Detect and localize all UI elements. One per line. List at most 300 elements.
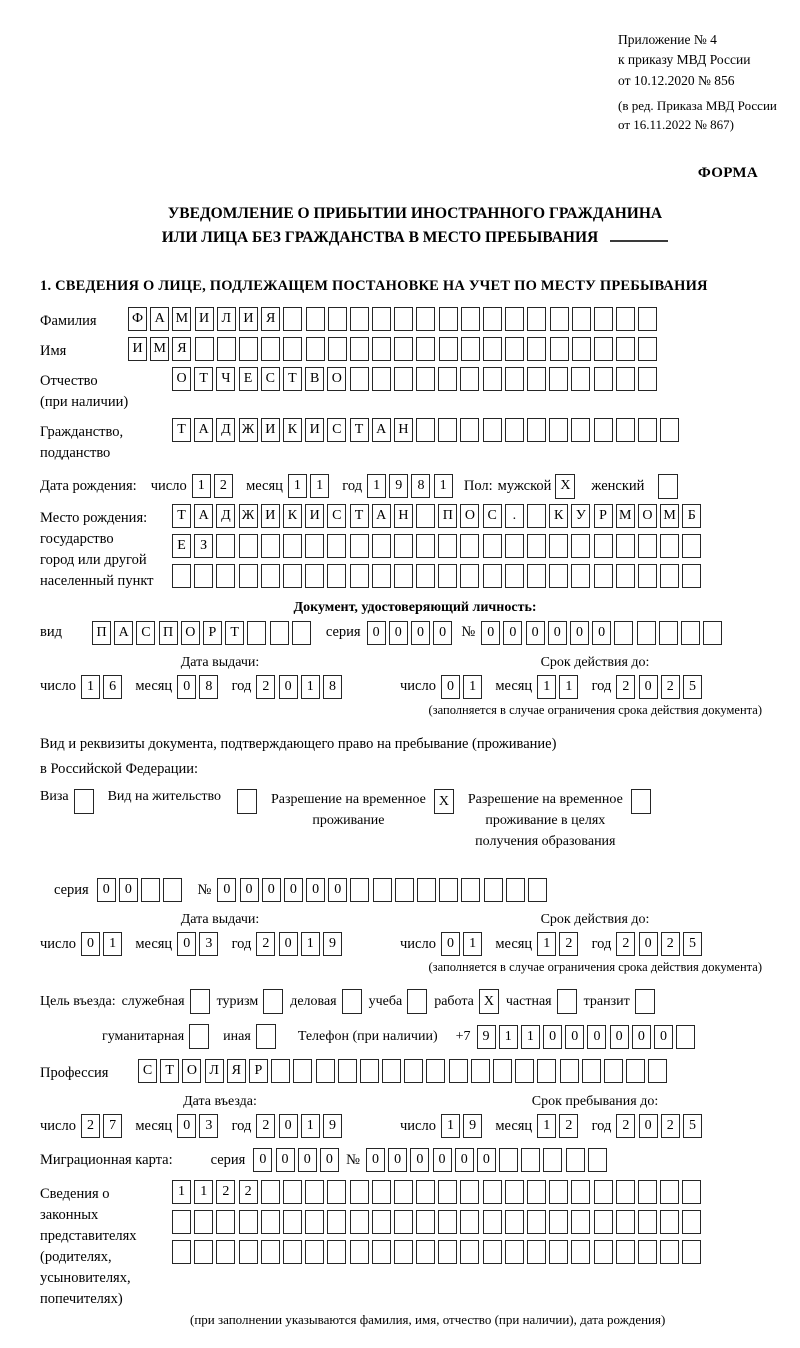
char-cell[interactable] <box>571 1210 590 1234</box>
char-cell[interactable]: 2 <box>256 675 275 699</box>
char-cell[interactable] <box>394 337 413 361</box>
char-cell[interactable] <box>416 504 435 528</box>
char-cell[interactable] <box>382 1059 401 1083</box>
char-cell[interactable]: А <box>194 418 213 442</box>
char-cell[interactable] <box>505 337 524 361</box>
char-cell[interactable]: В <box>305 367 324 391</box>
char-cell[interactable]: У <box>571 504 590 528</box>
char-cell[interactable] <box>327 534 346 558</box>
char-cell[interactable]: Т <box>160 1059 179 1083</box>
char-cell[interactable] <box>505 1210 524 1234</box>
char-cell[interactable] <box>372 1180 391 1204</box>
char-cell[interactable]: 1 <box>288 474 307 498</box>
char-cell[interactable]: 0 <box>565 1025 584 1049</box>
char-cell[interactable]: 8 <box>199 675 218 699</box>
char-cell[interactable]: 2 <box>256 932 275 956</box>
char-cell[interactable] <box>505 1240 524 1264</box>
char-cell[interactable]: 2 <box>616 932 635 956</box>
purpose-transit-checkbox[interactable] <box>635 989 655 1014</box>
char-cell[interactable] <box>572 337 591 361</box>
char-cell[interactable]: 0 <box>433 621 452 645</box>
char-cell[interactable]: 2 <box>256 1114 275 1138</box>
char-cell[interactable] <box>261 564 280 588</box>
char-cell[interactable] <box>626 1059 645 1083</box>
char-cell[interactable] <box>460 1180 479 1204</box>
char-cell[interactable]: 2 <box>559 932 578 956</box>
char-cell[interactable] <box>283 1240 302 1264</box>
char-cell[interactable] <box>703 621 722 645</box>
char-cell[interactable]: О <box>172 367 191 391</box>
char-cell[interactable]: А <box>372 504 391 528</box>
char-cell[interactable] <box>372 1210 391 1234</box>
char-cell[interactable] <box>594 564 613 588</box>
char-cell[interactable] <box>505 1180 524 1204</box>
char-cell[interactable]: 2 <box>239 1180 258 1204</box>
char-cell[interactable] <box>239 1240 258 1264</box>
char-cell[interactable] <box>460 534 479 558</box>
char-cell[interactable]: И <box>305 504 324 528</box>
char-cell[interactable] <box>506 878 525 902</box>
char-cell[interactable]: 3 <box>199 1114 218 1138</box>
char-cell[interactable] <box>638 1240 657 1264</box>
char-cell[interactable]: Р <box>594 504 613 528</box>
char-cell[interactable] <box>350 1180 369 1204</box>
char-cell[interactable] <box>483 1180 502 1204</box>
char-cell[interactable]: 1 <box>537 1114 556 1138</box>
char-cell[interactable] <box>527 504 546 528</box>
char-cell[interactable]: Н <box>394 504 413 528</box>
char-cell[interactable] <box>505 367 524 391</box>
char-cell[interactable] <box>543 1148 562 1172</box>
char-cell[interactable] <box>616 337 635 361</box>
char-cell[interactable] <box>582 1059 601 1083</box>
char-cell[interactable]: 0 <box>592 621 611 645</box>
char-cell[interactable]: Д <box>216 504 235 528</box>
char-cell[interactable] <box>594 534 613 558</box>
char-cell[interactable]: С <box>261 367 280 391</box>
char-cell[interactable] <box>216 564 235 588</box>
char-cell[interactable] <box>616 1180 635 1204</box>
char-cell[interactable] <box>614 621 633 645</box>
char-cell[interactable]: 5 <box>683 675 702 699</box>
char-cell[interactable]: 0 <box>298 1148 317 1172</box>
char-cell[interactable] <box>416 564 435 588</box>
char-cell[interactable] <box>328 337 347 361</box>
purpose-private-checkbox[interactable] <box>557 989 577 1014</box>
char-cell[interactable] <box>549 367 568 391</box>
char-cell[interactable] <box>604 1059 623 1083</box>
char-cell[interactable]: 0 <box>411 621 430 645</box>
char-cell[interactable] <box>283 534 302 558</box>
char-cell[interactable] <box>350 307 369 331</box>
char-cell[interactable] <box>527 1210 546 1234</box>
char-cell[interactable]: 1 <box>499 1025 518 1049</box>
char-cell[interactable] <box>571 1180 590 1204</box>
char-cell[interactable] <box>461 307 480 331</box>
char-cell[interactable]: 1 <box>537 675 556 699</box>
char-cell[interactable] <box>239 1210 258 1234</box>
char-cell[interactable] <box>239 534 258 558</box>
char-cell[interactable]: 5 <box>683 1114 702 1138</box>
char-cell[interactable]: 1 <box>367 474 386 498</box>
char-cell[interactable]: И <box>128 337 147 361</box>
char-cell[interactable] <box>394 1240 413 1264</box>
char-cell[interactable]: 0 <box>441 932 460 956</box>
char-cell[interactable]: С <box>138 1059 157 1083</box>
char-cell[interactable] <box>327 1180 346 1204</box>
char-cell[interactable]: 0 <box>441 675 460 699</box>
char-cell[interactable] <box>426 1059 445 1083</box>
char-cell[interactable]: А <box>150 307 169 331</box>
option-residence-permit-checkbox[interactable] <box>237 789 257 814</box>
char-cell[interactable]: 0 <box>543 1025 562 1049</box>
char-cell[interactable]: 9 <box>463 1114 482 1138</box>
char-cell[interactable]: 9 <box>477 1025 496 1049</box>
char-cell[interactable] <box>682 564 701 588</box>
char-cell[interactable] <box>261 534 280 558</box>
char-cell[interactable] <box>438 534 457 558</box>
char-cell[interactable]: 2 <box>661 675 680 699</box>
char-cell[interactable]: 0 <box>503 621 522 645</box>
char-cell[interactable]: 0 <box>177 675 196 699</box>
char-cell[interactable] <box>505 534 524 558</box>
char-cell[interactable]: 1 <box>301 1114 320 1138</box>
char-cell[interactable]: Л <box>217 307 236 331</box>
char-cell[interactable]: 0 <box>366 1148 385 1172</box>
char-cell[interactable]: 8 <box>411 474 430 498</box>
char-cell[interactable] <box>350 1240 369 1264</box>
char-cell[interactable] <box>616 418 635 442</box>
char-cell[interactable]: 2 <box>616 1114 635 1138</box>
char-cell[interactable]: 5 <box>683 932 702 956</box>
char-cell[interactable] <box>483 337 502 361</box>
char-cell[interactable] <box>638 534 657 558</box>
char-cell[interactable]: И <box>261 418 280 442</box>
char-cell[interactable]: Т <box>283 367 302 391</box>
char-cell[interactable]: 1 <box>463 932 482 956</box>
char-cell[interactable] <box>527 418 546 442</box>
char-cell[interactable] <box>460 564 479 588</box>
char-cell[interactable] <box>360 1059 379 1083</box>
char-cell[interactable] <box>338 1059 357 1083</box>
char-cell[interactable]: Ж <box>239 418 258 442</box>
char-cell[interactable] <box>438 1210 457 1234</box>
char-cell[interactable] <box>394 367 413 391</box>
char-cell[interactable]: С <box>136 621 155 645</box>
char-cell[interactable]: 1 <box>463 675 482 699</box>
char-cell[interactable]: 0 <box>119 878 138 902</box>
char-cell[interactable]: 0 <box>177 932 196 956</box>
char-cell[interactable] <box>660 1240 679 1264</box>
char-cell[interactable]: 0 <box>481 621 500 645</box>
option-visa-checkbox[interactable] <box>74 789 94 814</box>
char-cell[interactable]: Т <box>350 418 369 442</box>
char-cell[interactable] <box>499 1148 518 1172</box>
char-cell[interactable] <box>394 564 413 588</box>
char-cell[interactable] <box>616 534 635 558</box>
char-cell[interactable] <box>394 1210 413 1234</box>
char-cell[interactable] <box>373 878 392 902</box>
char-cell[interactable]: Т <box>172 504 191 528</box>
char-cell[interactable]: 0 <box>253 1148 272 1172</box>
char-cell[interactable]: 0 <box>279 675 298 699</box>
char-cell[interactable] <box>571 1240 590 1264</box>
char-cell[interactable]: 0 <box>388 1148 407 1172</box>
char-cell[interactable] <box>527 337 546 361</box>
sex-female-checkbox[interactable] <box>658 474 678 499</box>
char-cell[interactable] <box>594 1180 613 1204</box>
char-cell[interactable] <box>306 307 325 331</box>
char-cell[interactable]: 0 <box>570 621 589 645</box>
char-cell[interactable] <box>316 1059 335 1083</box>
char-cell[interactable] <box>549 564 568 588</box>
char-cell[interactable]: 0 <box>279 932 298 956</box>
char-cell[interactable] <box>571 367 590 391</box>
char-cell[interactable] <box>660 564 679 588</box>
char-cell[interactable]: 0 <box>284 878 303 902</box>
char-cell[interactable] <box>261 1180 280 1204</box>
char-cell[interactable]: 0 <box>262 878 281 902</box>
char-cell[interactable]: 8 <box>323 675 342 699</box>
char-cell[interactable] <box>616 1240 635 1264</box>
char-cell[interactable]: 7 <box>103 1114 122 1138</box>
char-cell[interactable] <box>588 1148 607 1172</box>
char-cell[interactable]: П <box>438 504 457 528</box>
char-cell[interactable]: К <box>283 504 302 528</box>
char-cell[interactable]: 0 <box>639 932 658 956</box>
char-cell[interactable]: С <box>327 504 346 528</box>
option-temp-residence-checkbox[interactable]: X <box>434 789 454 814</box>
char-cell[interactable] <box>172 564 191 588</box>
char-cell[interactable] <box>638 418 657 442</box>
char-cell[interactable]: С <box>327 418 346 442</box>
char-cell[interactable] <box>566 1148 585 1172</box>
char-cell[interactable] <box>616 564 635 588</box>
char-cell[interactable] <box>616 307 635 331</box>
char-cell[interactable]: 0 <box>276 1148 295 1172</box>
char-cell[interactable] <box>271 1059 290 1083</box>
char-cell[interactable]: 1 <box>310 474 329 498</box>
char-cell[interactable] <box>372 1240 391 1264</box>
char-cell[interactable]: О <box>182 1059 201 1083</box>
char-cell[interactable]: 0 <box>367 621 386 645</box>
char-cell[interactable]: С <box>483 504 502 528</box>
char-cell[interactable]: Т <box>194 367 213 391</box>
char-cell[interactable] <box>471 1059 490 1083</box>
char-cell[interactable] <box>638 367 657 391</box>
char-cell[interactable] <box>527 564 546 588</box>
char-cell[interactable] <box>648 1059 667 1083</box>
char-cell[interactable]: П <box>159 621 178 645</box>
char-cell[interactable]: Я <box>172 337 191 361</box>
char-cell[interactable] <box>394 307 413 331</box>
char-cell[interactable] <box>676 1025 695 1049</box>
char-cell[interactable]: О <box>460 504 479 528</box>
char-cell[interactable]: Е <box>172 534 191 558</box>
char-cell[interactable] <box>394 1180 413 1204</box>
char-cell[interactable] <box>550 307 569 331</box>
char-cell[interactable] <box>483 418 502 442</box>
char-cell[interactable] <box>239 337 258 361</box>
char-cell[interactable] <box>350 367 369 391</box>
char-cell[interactable] <box>505 418 524 442</box>
char-cell[interactable]: 9 <box>389 474 408 498</box>
option-temp-residence-education-checkbox[interactable] <box>631 789 651 814</box>
char-cell[interactable]: 2 <box>214 474 233 498</box>
char-cell[interactable] <box>327 1210 346 1234</box>
purpose-business-checkbox[interactable] <box>342 989 362 1014</box>
char-cell[interactable] <box>350 534 369 558</box>
char-cell[interactable] <box>682 1240 701 1264</box>
purpose-work-checkbox[interactable]: X <box>479 989 499 1014</box>
char-cell[interactable] <box>571 534 590 558</box>
char-cell[interactable] <box>305 1210 324 1234</box>
char-cell[interactable]: Б <box>682 504 701 528</box>
char-cell[interactable] <box>372 367 391 391</box>
char-cell[interactable] <box>550 337 569 361</box>
char-cell[interactable]: Р <box>249 1059 268 1083</box>
char-cell[interactable] <box>305 534 324 558</box>
char-cell[interactable] <box>528 878 547 902</box>
char-cell[interactable] <box>594 1210 613 1234</box>
char-cell[interactable] <box>638 307 657 331</box>
char-cell[interactable] <box>515 1059 534 1083</box>
char-cell[interactable] <box>594 1240 613 1264</box>
char-cell[interactable] <box>660 1210 679 1234</box>
char-cell[interactable] <box>660 1180 679 1204</box>
char-cell[interactable]: 6 <box>103 675 122 699</box>
char-cell[interactable]: 0 <box>477 1148 496 1172</box>
char-cell[interactable]: 1 <box>441 1114 460 1138</box>
char-cell[interactable] <box>493 1059 512 1083</box>
char-cell[interactable]: К <box>283 418 302 442</box>
char-cell[interactable]: 0 <box>455 1148 474 1172</box>
char-cell[interactable] <box>659 621 678 645</box>
char-cell[interactable] <box>283 337 302 361</box>
char-cell[interactable] <box>416 1240 435 1264</box>
char-cell[interactable]: 0 <box>639 1114 658 1138</box>
char-cell[interactable] <box>261 1210 280 1234</box>
char-cell[interactable] <box>460 367 479 391</box>
char-cell[interactable] <box>521 1148 540 1172</box>
char-cell[interactable]: Т <box>172 418 191 442</box>
char-cell[interactable] <box>194 1240 213 1264</box>
char-cell[interactable]: 1 <box>521 1025 540 1049</box>
char-cell[interactable]: А <box>194 504 213 528</box>
char-cell[interactable]: 0 <box>328 878 347 902</box>
char-cell[interactable] <box>449 1059 468 1083</box>
char-cell[interactable]: 0 <box>320 1148 339 1172</box>
char-cell[interactable] <box>594 418 613 442</box>
char-cell[interactable] <box>327 1240 346 1264</box>
char-cell[interactable]: О <box>327 367 346 391</box>
char-cell[interactable] <box>372 337 391 361</box>
char-cell[interactable]: Ж <box>239 504 258 528</box>
char-cell[interactable]: 2 <box>616 675 635 699</box>
char-cell[interactable] <box>682 534 701 558</box>
char-cell[interactable]: 3 <box>199 932 218 956</box>
char-cell[interactable] <box>549 1240 568 1264</box>
char-cell[interactable] <box>483 564 502 588</box>
char-cell[interactable] <box>537 1059 556 1083</box>
char-cell[interactable]: Я <box>261 307 280 331</box>
char-cell[interactable] <box>372 564 391 588</box>
char-cell[interactable] <box>416 1180 435 1204</box>
char-cell[interactable] <box>637 621 656 645</box>
char-cell[interactable] <box>527 1180 546 1204</box>
char-cell[interactable] <box>372 307 391 331</box>
char-cell[interactable] <box>327 564 346 588</box>
char-cell[interactable] <box>217 337 236 361</box>
char-cell[interactable] <box>283 307 302 331</box>
char-cell[interactable]: 0 <box>548 621 567 645</box>
purpose-humanitarian-checkbox[interactable] <box>189 1024 209 1049</box>
char-cell[interactable]: 0 <box>306 878 325 902</box>
char-cell[interactable] <box>638 1180 657 1204</box>
char-cell[interactable]: И <box>261 504 280 528</box>
char-cell[interactable]: 2 <box>216 1180 235 1204</box>
char-cell[interactable] <box>660 418 679 442</box>
char-cell[interactable] <box>572 307 591 331</box>
char-cell[interactable] <box>216 1240 235 1264</box>
char-cell[interactable] <box>417 878 436 902</box>
char-cell[interactable]: 1 <box>81 675 100 699</box>
char-cell[interactable] <box>560 1059 579 1083</box>
char-cell[interactable] <box>460 418 479 442</box>
char-cell[interactable] <box>527 307 546 331</box>
char-cell[interactable]: М <box>660 504 679 528</box>
char-cell[interactable]: 0 <box>410 1148 429 1172</box>
char-cell[interactable] <box>571 418 590 442</box>
char-cell[interactable]: Ф <box>128 307 147 331</box>
char-cell[interactable] <box>461 337 480 361</box>
char-cell[interactable] <box>660 534 679 558</box>
char-cell[interactable]: И <box>305 418 324 442</box>
char-cell[interactable] <box>416 367 435 391</box>
char-cell[interactable] <box>416 307 435 331</box>
char-cell[interactable] <box>416 1210 435 1234</box>
char-cell[interactable] <box>350 1210 369 1234</box>
purpose-other-checkbox[interactable] <box>256 1024 276 1049</box>
char-cell[interactable]: 0 <box>433 1148 452 1172</box>
char-cell[interactable] <box>305 1240 324 1264</box>
char-cell[interactable] <box>416 418 435 442</box>
char-cell[interactable] <box>261 1240 280 1264</box>
char-cell[interactable] <box>283 564 302 588</box>
char-cell[interactable]: 1 <box>301 675 320 699</box>
char-cell[interactable] <box>305 564 324 588</box>
char-cell[interactable] <box>270 621 289 645</box>
char-cell[interactable]: Ч <box>216 367 235 391</box>
char-cell[interactable] <box>172 1240 191 1264</box>
char-cell[interactable]: 9 <box>323 932 342 956</box>
char-cell[interactable] <box>439 878 458 902</box>
char-cell[interactable] <box>438 418 457 442</box>
char-cell[interactable] <box>216 1210 235 1234</box>
char-cell[interactable]: 2 <box>661 1114 680 1138</box>
char-cell[interactable]: 1 <box>192 474 211 498</box>
char-cell[interactable] <box>438 1180 457 1204</box>
char-cell[interactable]: 2 <box>81 1114 100 1138</box>
char-cell[interactable] <box>616 367 635 391</box>
char-cell[interactable]: 0 <box>279 1114 298 1138</box>
char-cell[interactable] <box>505 564 524 588</box>
char-cell[interactable] <box>195 337 214 361</box>
char-cell[interactable]: Я <box>227 1059 246 1083</box>
char-cell[interactable]: З <box>194 534 213 558</box>
char-cell[interactable]: О <box>181 621 200 645</box>
char-cell[interactable] <box>483 534 502 558</box>
